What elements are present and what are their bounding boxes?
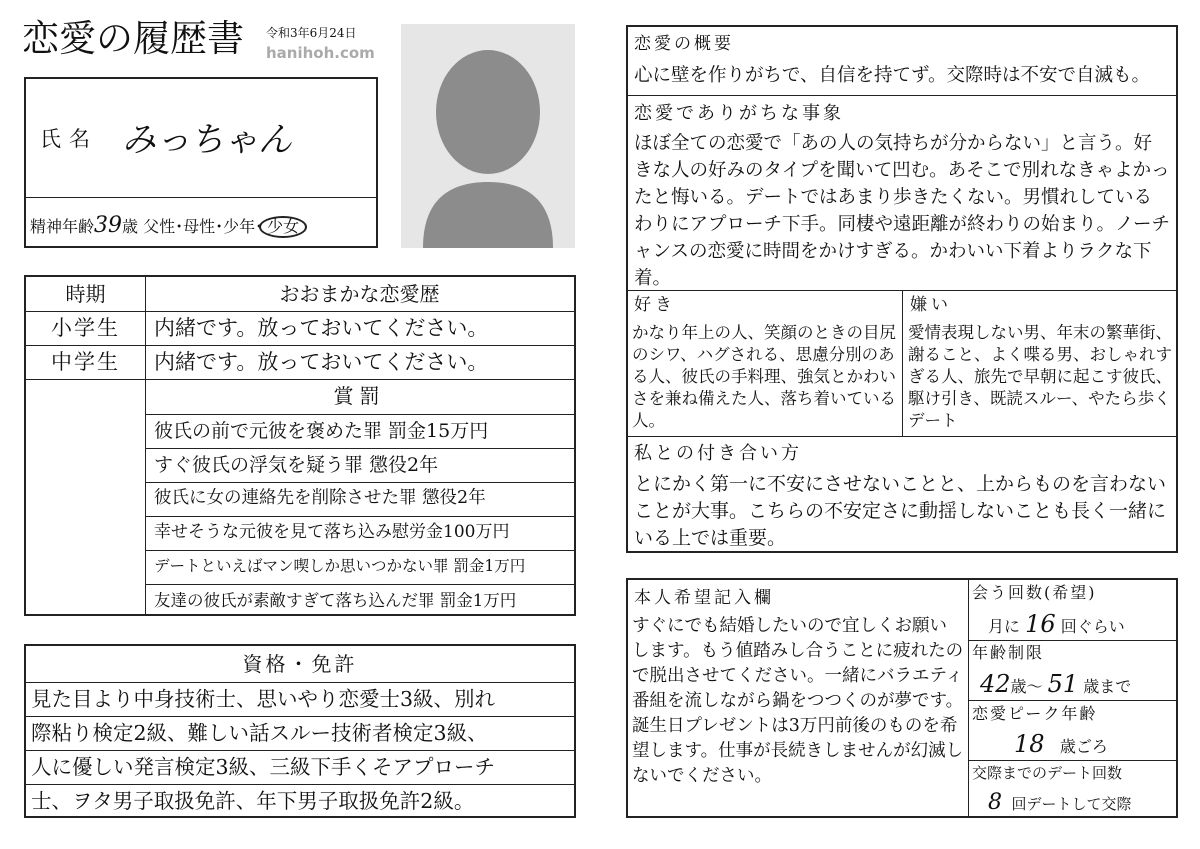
mental-age-value: 39 [94,213,123,238]
punishment-item: デートといえばマン喫しか思いつかない罪 罰金1万円 [154,557,526,575]
meet-frequency-row [988,612,1125,636]
overview-label: 恋愛の概要 [634,34,734,54]
peak-age-label: 恋愛ピーク年齢 [972,704,1098,723]
age-limit-min: 42 [980,670,1011,698]
period-elementary: 小学生 [51,316,120,340]
meet-frequency-label: 会う回数(希望) [972,583,1097,602]
meet-frequency-prefix: 月に [988,617,1021,636]
wishes-label: 本人希望記入欄 [634,588,774,608]
licenses-header: 資格・免許 [242,652,358,676]
how-to-label: 私との付き合い方 [634,443,802,464]
dates-suffix: 回デートして交際 [1011,795,1132,813]
peak-age-suffix: 歳ごろ [1059,737,1108,756]
dates-row [988,792,1132,814]
license-line: 士、ヲタ男子取扱免許、年下男子取扱免許2級。 [31,789,475,813]
punishment-item: 彼氏の前で元彼を褒めた罪 罰金15万円 [154,420,489,442]
meet-frequency-suffix: 回ぐらい [1060,617,1125,636]
dates-value: 8 [988,790,1002,815]
history-table [24,275,576,616]
punishment-item: 幸せそうな元彼を見て落ち込み慰労金100万円 [154,522,510,542]
page-title: 恋愛の履歴書 [22,17,244,60]
peak-age-value: 18 [1014,730,1045,758]
age-limit-label: 年齢制限 [972,643,1045,662]
events-label: 恋愛でありがちな事象 [634,103,844,124]
history-elementary: 内緒です。放っておいてください。 [154,316,489,340]
history-junior-high: 内緒です。放っておいてください。 [154,350,489,374]
dislikes-label: 嫌い [910,295,952,315]
wishes-text: すぐにでも結婚したいので宜しくお願いします。もう値踏みし合うことに疲れたので脱出させてください。一緒にバラエティ番組を流しながら鍋をつつくのが夢です。誕生日プレゼントは3万円前後のものを希望します。仕事が長続きしませんが幻滅しないでください。 [632,616,964,786]
age-limit-suffix: 歳まで [1083,677,1132,696]
license-line: 人に優しい発言検定3級、三級下手くそアプローチ [31,755,496,779]
how-to-text: とにかく第一に不安にさせないことと、上からものを言わないことが大事。こちらの不安定さに動揺しないことも長く一緒にいる上では重要。 [634,473,1167,549]
age-limit-row [980,672,1131,696]
punishment-item: すぐ彼氏の浮気を疑う罪 懲役2年 [154,454,439,476]
events-text: ほぼ全ての恋愛で「あの人の気持ちが分からない」と言う。好きな人の好みのタイプを聞いて凹む。あそこで別れなきゃよかったと悔いる。デートではあまり歩きたくない。男慣れしているわりにアプローチ下手。同棲や遠距離が終わりの始まり。ノーチャンスの恋愛に時間をかけすぎる。かわいい下着よりラクな下着。 [634,133,1170,289]
name-label: 氏名 [40,127,98,151]
love-profile-box [626,25,1178,553]
wishes-box [626,578,1178,818]
column-period: 時期 [65,282,106,306]
period-junior-high: 中学生 [51,350,120,374]
peak-age-row [1014,732,1108,756]
site-watermark: hanihoh.com [266,44,375,62]
age-limit-range: 歳〜 [1010,677,1043,696]
license-line: 見た目より中身技術士、思いやり恋愛士3級、別れ [31,687,496,711]
column-history: おおまかな恋愛歴 [279,282,440,306]
license-line: 際粘り検定2級、難しい話スルー技術者検定3級、 [31,721,488,745]
document-date: 令和3年6月24日 [266,26,357,40]
mental-age-row [30,215,307,238]
selected-gender-circle: 少女 [259,216,307,238]
likes-text: かなり年上の人、笑顔のときの目尻のシワ、ハグされる、思慮分別のある人、彼氏の手料理、強気とかわいさを兼ね備えた人、落ち着いている人。 [632,323,896,430]
punishment-item: 友達の彼氏が素敵すぎて落ち込んだ罪 罰金1万円 [154,591,517,610]
photo-placeholder [401,24,575,248]
person-silhouette-icon [401,24,575,248]
gender-options: 父性･母性･少年･ [143,217,264,236]
meet-frequency-value: 16 [1025,610,1056,638]
dates-label: 交際までのデート回数 [972,764,1123,782]
dislikes-text: 愛情表現しない男、年末の繁華街、謝ること、よく喋る男、おしゃれすぎる人、旅先で早朝に起こす彼氏、駆け引き、既読スルー、やたら歩くデート [908,323,1172,430]
likes-label: 好き [634,295,676,315]
overview-text: 心に壁を作りがちで、自信を持てず。交際時は不安で自滅も。 [634,65,1150,86]
punishment-item: 彼氏に女の連絡先を削除させた罪 懲役2年 [154,488,486,508]
licenses-box [24,644,576,818]
profile-box [24,77,378,248]
age-limit-max: 51 [1047,670,1079,698]
name-value: みっちゃん [122,120,292,160]
mental-age-unit: 歳 [122,217,139,236]
mental-age-label: 精神年齢 [30,217,95,236]
punishment-header: 賞罰 [333,384,386,408]
